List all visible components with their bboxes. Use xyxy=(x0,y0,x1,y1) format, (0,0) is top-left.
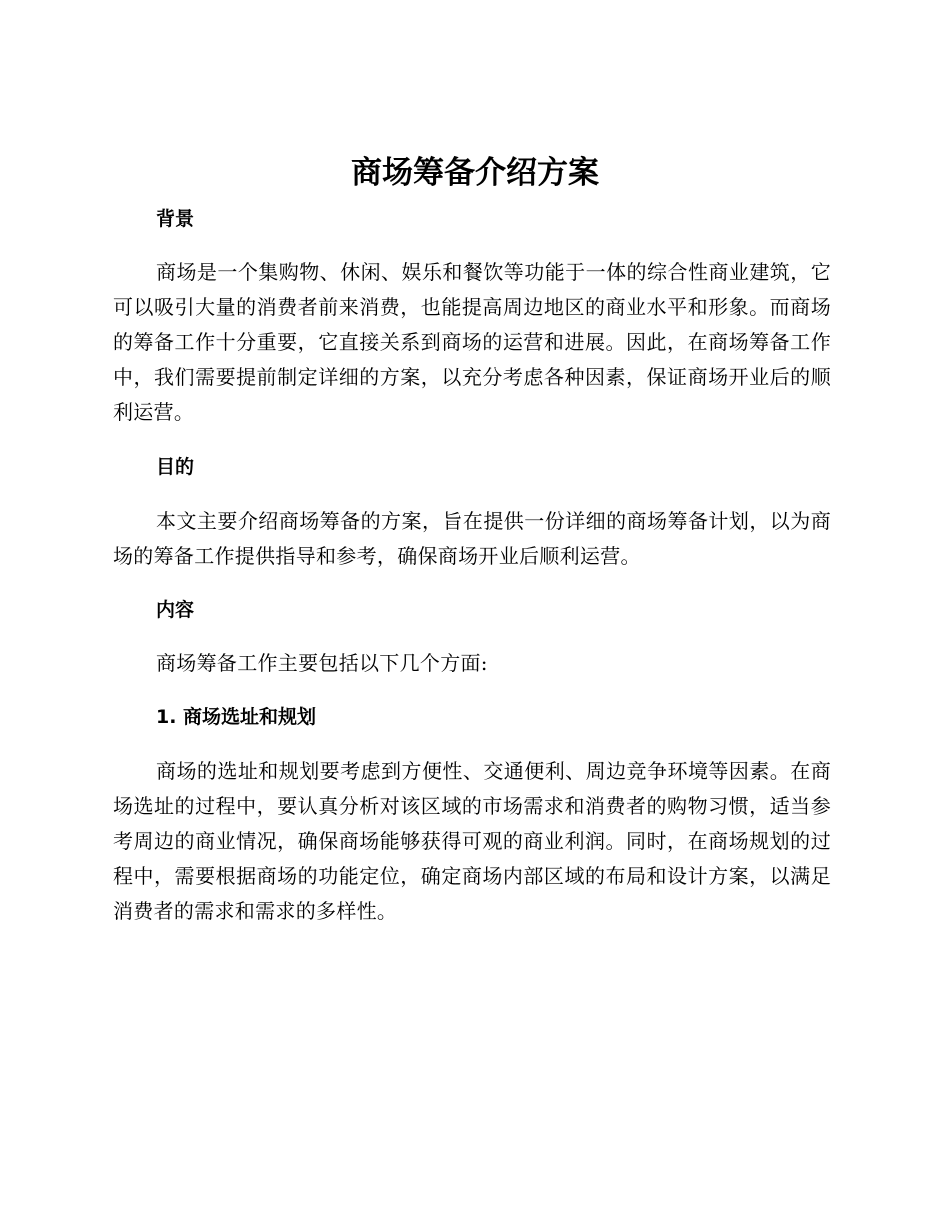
document-body xyxy=(113,200,831,929)
content-intro-paragraph: 商场筹备工作主要包括以下几个方面: xyxy=(156,651,488,675)
section-heading-content: 内容 xyxy=(156,599,195,621)
document-title: 商场筹备介绍方案 xyxy=(351,155,599,191)
section-heading-background: 背景 xyxy=(156,208,195,230)
purpose-paragraph: 本文主要介绍商场筹备的方案，旨在提供一份详细的商场筹备计划，以为商场的筹备工作提供指导和参考，确保商场开业后顺利运营。 xyxy=(113,509,831,568)
subsection-heading-site-selection: 1. 商场选址和规划 xyxy=(156,706,317,728)
site-selection-paragraph: 商场的选址和规划要考虑到方便性、交通便利、周边竞争环境等因素。在商场选址的过程中，要认真分析对该区域的市场需求和消费者的购物习惯，适当参考周边的商业情况，确保商场能够获得可观的商业利润。同时，在商场规划的过程中，需要根据商场的功能定位，确定商场内部区域的布局和设计方案，以满足消费者的需求和需求的多样性。 xyxy=(113,759,831,923)
background-paragraph: 商场是一个集购物、休闲、娱乐和餐饮等功能于一体的综合性商业建筑，它可以吸引大量的消费者前来消费，也能提高周边地区的商业水平和形象。而商场的筹备工作十分重要，它直接关系到商场的运营和进展。因此，在商场筹备工作中，我们需要提前制定详细的方案，以充分考虑各种因素，保证商场开业后的顺利运营。 xyxy=(113,260,831,424)
section-heading-purpose: 目的 xyxy=(156,456,195,478)
